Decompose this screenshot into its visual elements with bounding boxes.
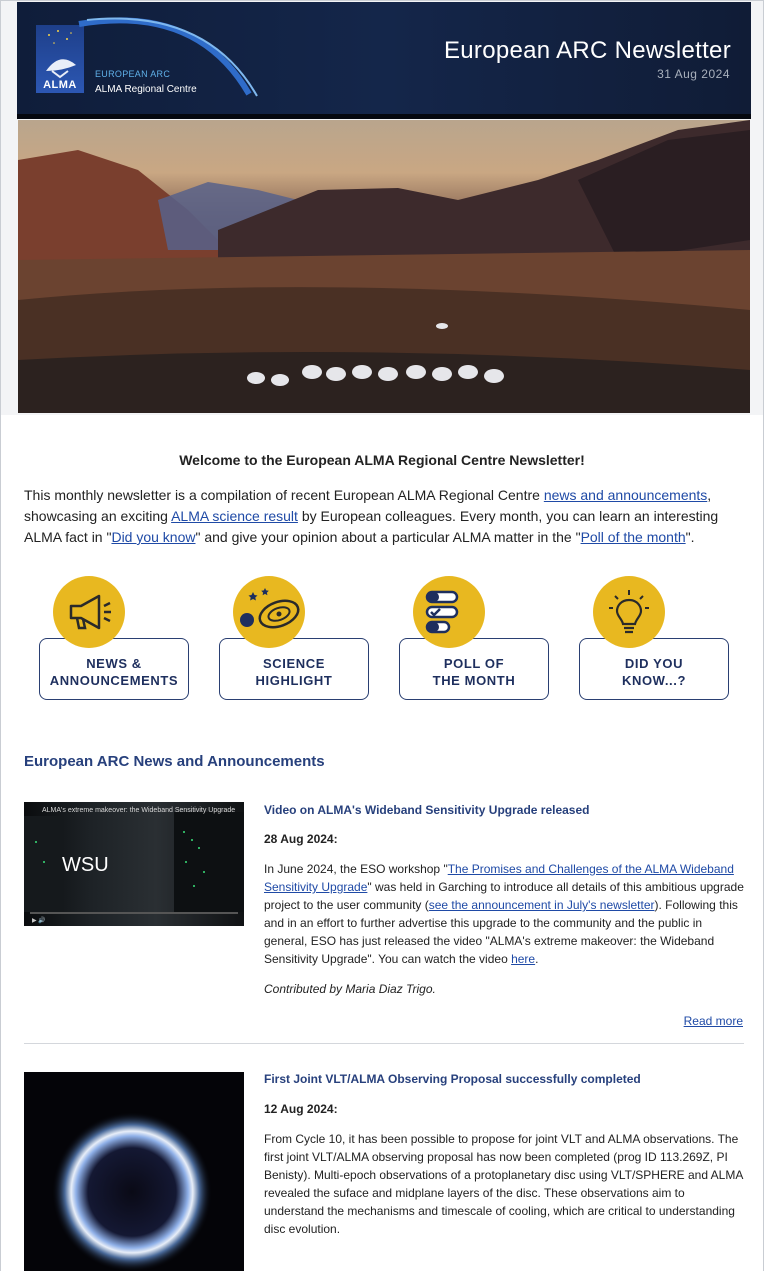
welcome-heading: Welcome to the European ALMA Regional Centre Newsletter! [179, 452, 585, 468]
poll-icon [413, 576, 485, 648]
article-title[interactable]: Video on ALMA's Wideband Sensitivity Upgrade released [264, 803, 590, 817]
video-title: ALMA's extreme makeover: the Wideband Sensitivity Upgrade [42, 807, 236, 814]
newsletter-date: 31 Aug 2024 [657, 67, 730, 81]
intro-text: by European colleagues. Every month, you can learn an interesting ALMA fact in " [24, 508, 719, 545]
hero-image [18, 120, 750, 413]
tile-label: DID YOU KNOW...? [621, 656, 687, 688]
newsletter-title: European ARC Newsletter [443, 37, 731, 64]
protoplanetary-disc-graphic [24, 1072, 244, 1271]
galaxy-icon [233, 576, 305, 648]
intro-text: , showcasing an exciting [24, 487, 712, 524]
article-date: 28 Aug 2024: [264, 832, 338, 846]
article-title[interactable]: First Joint VLT/ALMA Observing Proposal successfully completed [264, 1072, 641, 1086]
intro-text: " and give your opinion about a particular ALMA matter in the " [195, 529, 581, 545]
video-progress-bar[interactable] [30, 912, 238, 914]
poll-of-month-link[interactable]: Poll of the month [580, 529, 686, 545]
intro-text: ". [685, 529, 695, 545]
read-more-link[interactable]: Read more [683, 1014, 743, 1028]
server-rack-graphic [24, 802, 244, 926]
newsletter-header [17, 2, 751, 117]
play-icon[interactable]: ▶ 🔊 [32, 918, 46, 924]
tile-poll-of-the-month[interactable] [399, 576, 551, 704]
tile-label: NEWS & ANNOUNCEMENTS [49, 656, 179, 688]
tile-news-announcements[interactable] [39, 576, 191, 704]
video-here-link[interactable]: here [511, 952, 536, 966]
video-label: WSU [62, 854, 109, 876]
article-contributor: Contributed by Maria Diaz Trigo. [264, 982, 436, 996]
tile-did-you-know[interactable] [579, 576, 731, 704]
tile-label: SCIENCE HIGHLIGHT [255, 656, 333, 688]
news-announcements-link[interactable]: news and announcements [543, 487, 708, 503]
org-label: ALMA Regional Centre [95, 84, 197, 95]
did-you-know-link[interactable]: Did you know [111, 529, 196, 545]
disc-image[interactable] [24, 1072, 244, 1271]
tile-science-highlight[interactable] [219, 576, 371, 704]
intro-paragraph [24, 485, 744, 548]
article-body: In June 2024, the ESO workshop "The Promises and Challenges of the ALMA Wideband Sensitivity Upgrade" was held in Garching to introduce all details of this ambitious upgrade project to the user community (see the announcement in July's newsletter). Following this and in an effort to further advertise this upgrade to the community and the public in general, ESO has just released the video "ALMA's extreme makeover: the Wideband Sensitivity Upgrade". You can watch the video here. [264, 862, 744, 966]
july-newsletter-link[interactable]: see the announcement in July's newsletter [428, 898, 655, 912]
org-label-small: EUROPEAN ARC [95, 69, 171, 79]
megaphone-icon [53, 576, 125, 648]
article-date: 12 Aug 2024: [264, 1102, 338, 1116]
article-body: From Cycle 10, it has been possible to propose for joint VLT and ALMA observations. The first joint VLT/ALMA observing proposal has now been completed (prog ID 113.269Z, PI Benisty). Multi-epoch observations of a protoplanetary disc using VLT/SPHERE and ALMA revealed the suface and midplane layers of the disc. These observations aim to understand the mechanisms and timescale of cooling, which are critical to understanding disc evolution. [264, 1132, 743, 1236]
logo-text: ALMA [43, 79, 77, 91]
intro-text: This monthly newsletter is a compilation of recent European ALMA Regional Centre [24, 487, 544, 503]
video-thumbnail[interactable] [24, 802, 244, 926]
article-divider [24, 1043, 744, 1044]
header-divider [17, 114, 751, 119]
tile-label: POLL OF THE MONTH [432, 656, 516, 688]
science-result-link[interactable]: ALMA science result [171, 508, 298, 524]
lightbulb-icon [593, 576, 665, 648]
section-heading: European ARC News and Announcements [24, 753, 325, 770]
workshop-link[interactable]: The Promises and Challenges of the ALMA Wideband Sensitivity Upgrade [264, 862, 734, 894]
